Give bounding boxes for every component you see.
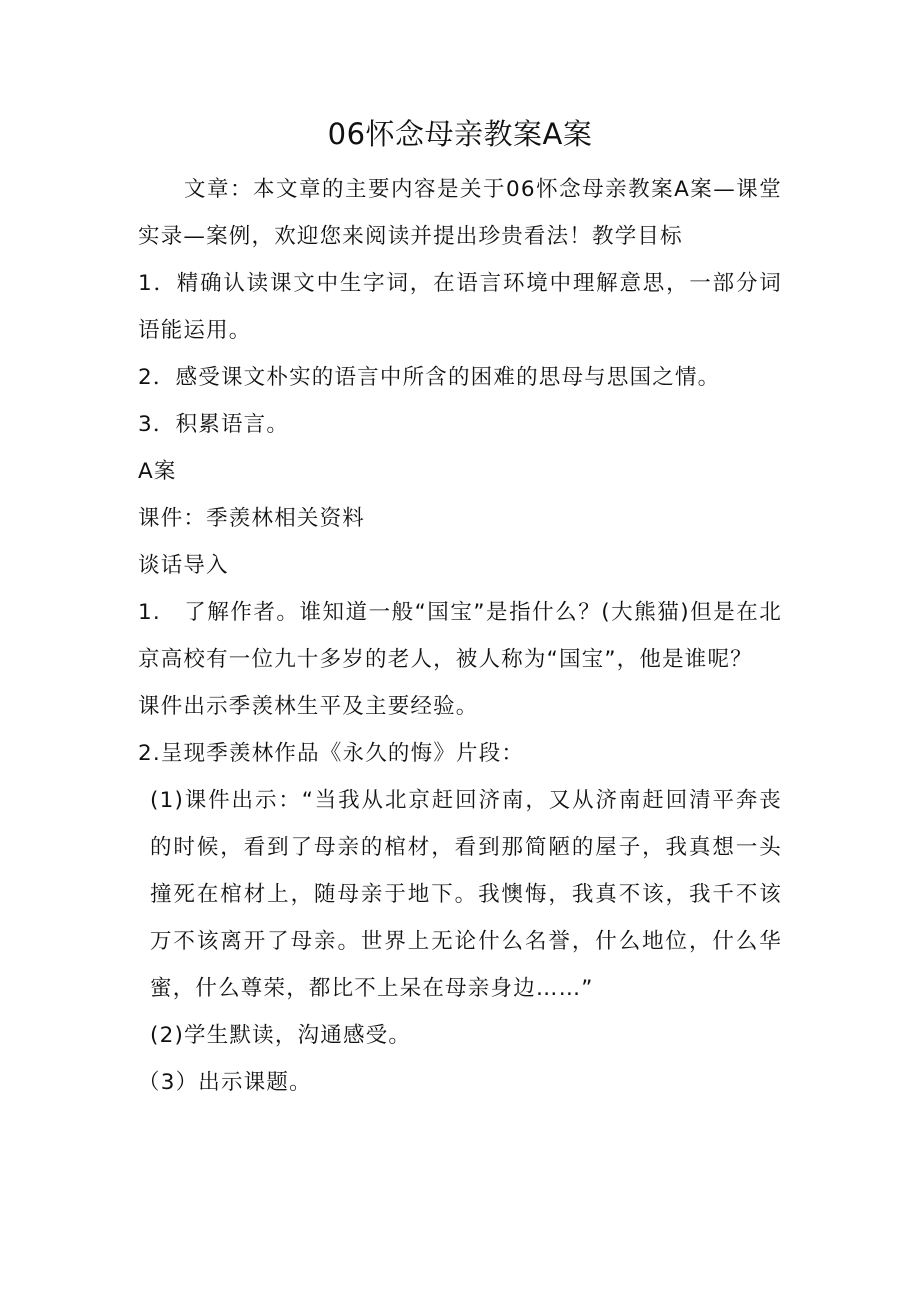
step-2-paragraph: 2.呈现季羡林作品《永久的悔》片段： bbox=[138, 741, 525, 766]
section-heading-a: A案 bbox=[138, 459, 177, 484]
section-heading-intro: 谈话导入 bbox=[138, 553, 229, 578]
step-1-paragraph: 1. 了解作者。谁知道一般“国宝”是指什么？(大熊猫)但是在北京高校有一位九十多岁的老人，被人称为“国宝”，他是谁呢？ bbox=[138, 600, 782, 672]
document-body bbox=[138, 166, 782, 1106]
substep-2: (2)学生默读，沟通感受。 bbox=[150, 1023, 412, 1048]
courseware-bio-line: 课件出示季羡林生平及主要经验。 bbox=[138, 694, 479, 719]
goal-item-3: 3．积累语言。 bbox=[138, 412, 290, 437]
substep-1-quote: (1)课件出示：“当我从北京赶回济南，又从济南赶回清平奔丧的时候，看到了母亲的棺材，看到那简陋的屋子，我真想一头撞死在棺材上，随母亲于地下。我懊悔，我真不该，我千不该万不该离开了母亲。世界上无论什么名誉，什么地位，什么华蜜，什么尊荣，都比不上呆在母亲身边……” bbox=[150, 788, 782, 1001]
courseware-line: 课件：季羡林相关资料 bbox=[138, 506, 366, 531]
goal-item-2: 2．感受课文朴实的语言中所含的困难的思母与思国之情。 bbox=[138, 365, 721, 390]
goal-item-1: 1．精确认读课文中生字词，在语言环境中理解意思，一部分词语能运用。 bbox=[138, 271, 782, 343]
intro-paragraph: 文章：本文章的主要内容是关于06怀念母亲教案A案—课堂实录—案例，欢迎您来阅读并提出珍贵看法！教学目标 bbox=[138, 177, 782, 249]
substep-3: （3）出示课题。 bbox=[138, 1070, 312, 1095]
document-title: 06怀念母亲教案A案 bbox=[327, 117, 593, 151]
